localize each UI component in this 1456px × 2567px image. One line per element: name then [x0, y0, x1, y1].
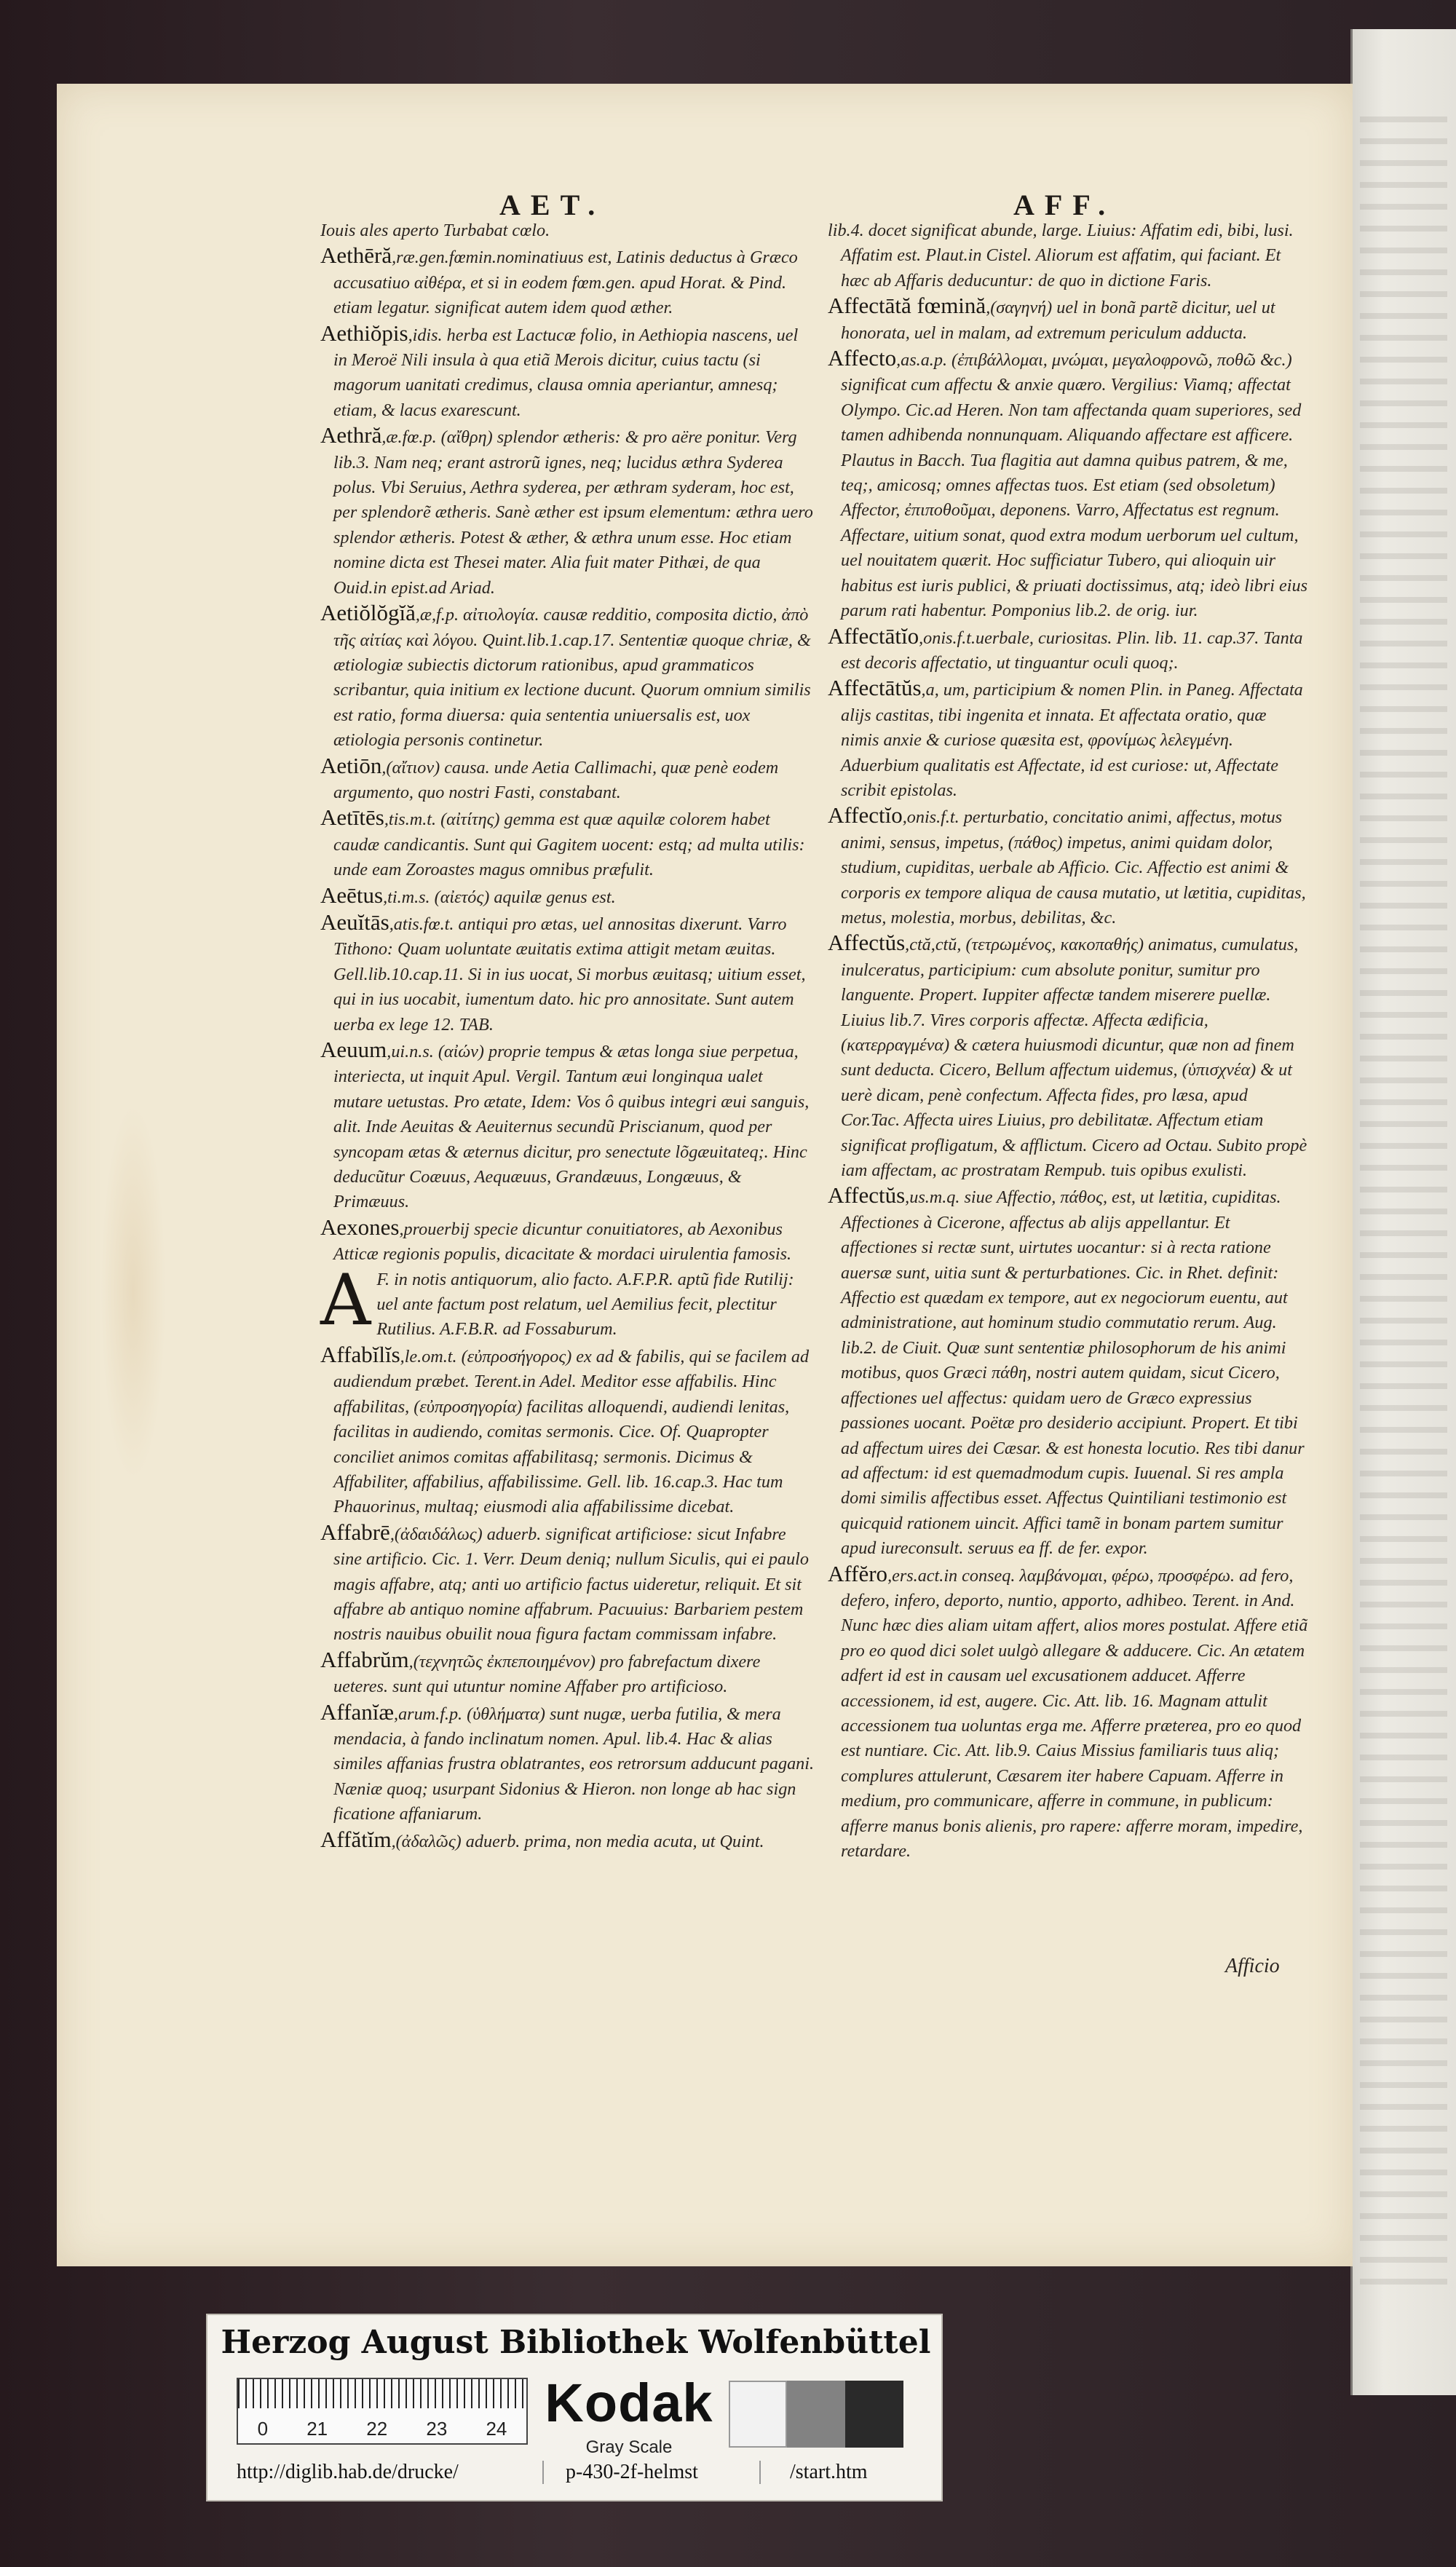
- gray-swatch-light: [729, 2381, 787, 2448]
- dictionary-entry: [320, 601, 815, 753]
- dictionary-entry: [320, 805, 815, 882]
- entry-headword: Aeuum: [320, 1037, 387, 1062]
- entry-text: ,(σαγηνή) uel in bonã partẽ dicitur, uel ut honorata, uel in malam, ad extremum periculum adducta.: [841, 298, 1275, 343]
- drop-cap-text: F. in notis antiquorum, alio facto. A.F.P.R. aptũ fide Rutilij: uel ante factum post relatum, uel Aemilius fecit, plectitur Rutilius. A.F.B.R. ad Fossaburum.: [376, 1269, 794, 1340]
- right-entries: [828, 218, 1308, 1864]
- entry-headword: Affabrē: [320, 1519, 390, 1545]
- bleed-through-text: [1360, 116, 1447, 2301]
- dictionary-entry: [828, 218, 1308, 293]
- gray-swatch-mid: [787, 2381, 845, 2448]
- dictionary-entry: [320, 321, 815, 424]
- entry-headword: Aexones: [320, 1214, 400, 1240]
- entry-text: ,(αἴτιον) causa. unde Aetia Callimachi, quæ penè eodem argumento, quo nostri Fasti, constabant.: [333, 757, 779, 802]
- entry-text: ,idis. herba est Lactucæ folio, in Aethiopia nascens, uel in Meroë Nili insula à qua etiã Merois dicitur, cuius tactu (si magorum uanitati credimus, clausa omnia aperiantur, amnesq; etiam, & lacus exarescunt.: [333, 325, 799, 420]
- dictionary-entry: [320, 1215, 815, 1267]
- entry-headword: Affectŭs: [828, 1182, 906, 1209]
- ruler-number: 0: [257, 2418, 269, 2440]
- dictionary-entry: [828, 1183, 1308, 1561]
- entry-headword: Affabrŭm: [320, 1646, 409, 1672]
- url-base: http://diglib.hab.de/drucke/: [237, 2461, 459, 2483]
- left-entries-continued: [320, 1342, 815, 1854]
- entry-headword: Aethēră: [320, 242, 392, 269]
- gray-swatch-dark: [845, 2381, 903, 2448]
- color-ruler: [237, 2378, 528, 2445]
- entry-headword: Affectŭs: [828, 930, 906, 956]
- dictionary-entry: [828, 624, 1308, 676]
- dictionary-entry: [320, 1342, 815, 1520]
- entry-text: ,us.m.q. siue Affectio, πάθος, est, ut lætitia, cupiditas. Affectiones à Cicerone, affectus ab alijs appellantur. Et affectiones si rectæ sunt, uirtutes uocantur: si à recta ratione auersæ sunt, uitia sunt & perturbationes. Cic. in Rhet. definit: Affectio est quædam ex tempore, aut ex negociorum euentu, aut administratione, aut hominum studio commutatio rerum. Aug. lib.2. de Ciuit. Quæ sunt sententiæ philosophorum de his animi motibus, quos Græci πάθη, nostri autem quidam, sicut Cicero, affectiones uel affectus: quidam uero de Græco expressius passiones uocant. Poëtæ pro desiderio accipiunt. Propert. Et tibi ad affectum uires dei Cæsar. & est honesta locutio. Res tibi danur ad affectum: id est quemadmodum cupis. Iuuenal. Si res ampla domi similis affectibus esset. Affectus Quintiliani testimonio est quicquid rationem uincit. Affici tamẽ in bonam partem sumitur apud iureconsult. seruus ea ff. de fer. expor.: [841, 1187, 1305, 1559]
- gray-scale-label: Gray Scale: [585, 2437, 673, 2457]
- entry-text: ,(ἀδαλῶς) aduerb. prima, non media acuta, ut Quint.: [391, 1831, 764, 1851]
- entry-text: ,ui.n.s. (αἰών) proprie tempus & ætas longa siue perpetua, interiecta, ut inquit Apul. Vergil. Tantum æui longinqua ualet mutare uetustas. Pro ætate, Idem: Vos ô quibus integri æui sanguis, alit. Inde Aeuitas & Aeuiternus secundũ Priscianum, quod per syncopam ætas & æternus dicitur, pro senectute lõgæuitateq;. Hinc deducũtur Coæuus, Aequæuus, Grandæuus, Longæuus, & Primæuus.: [333, 1042, 810, 1212]
- url-shelfmark: p-430-2f-helmst: [542, 2461, 761, 2484]
- ruler-number: 23: [426, 2418, 448, 2440]
- drop-cap-entry: [320, 1259, 815, 1342]
- entry-text: ,ctă,ctŭ, (τετρωμένος, κακοπαθής) animatus, cumulatus, inulceratus, participium: cum absolute ponitur, sumitur pro languente. Propert. Iuppiter affectæ tandem miserere puellæ. Liuius lib.7. Vires corporis affectæ. Affecta ædificia, (κατερραγμένα) & cætera huiusmodi dicuntur, quæ non ad finem sunt deducta. Cicero, Bellum affectum uidemus, (ὑπισχνέα) & ut uerè dicam, penè confectum. Affecta fides, pro læsa, apud Cor.Tac. Affecta uires Liuius, pro debilitatæ. Affectum etiam significat profligatum, & afflictum. Cicero ad Octau. Subito propè iam affectam, ac prostratam Rempub. tuis opibus exulisti.: [841, 935, 1307, 1181]
- entry-text: ,onis.f.t. perturbatio, concitatio animi, affectus, motus animi, sensus, impetus, (πάθος) impetus, animi quidam dolor, studium, cupiditas, uerbale ab Afficio. Cic. Affectio est animi & corporis ex tempore aliqua de causa mutatio, ut lætitia, cupiditas, metus, molestia, morbus, debilitas, &c.: [841, 807, 1306, 927]
- entry-headword: Aeētus: [320, 882, 384, 908]
- entry-text: ,(τεχνητῶς ἐκπεποιημένον) pro fabrefactum dixere ueteres. sunt qui utuntur nomine Affaber pro artificioso.: [333, 1651, 761, 1697]
- entry-text: ,æ,f.p. αἰτιολογία. causæ redditio, composita dictio, ἀπὸ τῆς αἰτίας καὶ λόγου. Quint.lib.1.cap.17. Sententiæ quoque chriæ, & ætiologiæ subiectis dictorum rationibus, apud grammaticos scribantur, quia initium ex lectione ducunt. Quorum omnium similis est ratio, forma diuersa: quia sententia uniuersalis est, uox ætiologia personis continetur.: [333, 605, 811, 751]
- entry-headword: Aethiŏpis: [320, 320, 408, 346]
- entry-text: ,ers.act.in conseq. λαμβάνομαι, φέρω, προσφέρω. ad fero, defero, infero, deporto, nuntio, apporto, adhibeo. Terent. in And. Nunc hæc dies aliam uitam affert, alios mores postulat. Affere etiã pro eo quod dici solet uulgò allegare & adducere. Cic. An ætatem adfert id est in causam uel excusationem adducet. Afferre accessionem, id est, augere. Cic. Att. lib. 16. Magnam attulit accessionem tua uoluntas erga me. Afferre præterea, pro eo quod est nuntiare. Cic. Att. lib.9. Caius Missius familiaris tuus aliq; complures attulerunt, Cæsarem iter habere Capuam. Afferre in medium, pro communicare, afferre in commune, in publicum: afferre manus bonis alienis, pro rapere: afferre moram, impedire, retardare.: [841, 1565, 1308, 1861]
- right-column: [828, 218, 1308, 1864]
- entry-headword: Aeuĭtās: [320, 909, 389, 935]
- kodak-logo: Kodak: [545, 2373, 713, 2433]
- dictionary-entry: [320, 1648, 815, 1700]
- left-entries: [320, 218, 815, 1267]
- ruler-numbers: [238, 2418, 526, 2440]
- entry-text: ,tis.m.t. (αἰτίτης) gemma est quæ aquilæ colorem habet caudæ candicantis. Sunt qui Gagitem uocent: estq; ad multa utilis: unde eam Zoroastes magus omnibus præfulit.: [333, 810, 805, 880]
- entry-text: lib.4. docet significat abunde, large. Liuius: Affatim edi, bibi, lusi. Affatim est. Plaut.in Cistel. Aliorum est affatim, qui faciant. Et hæc ab Affaris deducuntur: de quo in dictione Faris.: [828, 221, 1294, 290]
- dictionary-entry: [828, 930, 1308, 1183]
- entry-headword: Affectātĭo: [828, 622, 919, 649]
- entry-text: ,as.a.p. (ἐπιβάλλομαι, μνώμαι, μεγαλοφρονῶ, ποθῶ &c.) significat cum affectu & anxie quæro. Vergilius: Viamq; affectat Olympo. Cic.ad Heren. Non tam affectanda quam superiores, sed tamen adhibenda nonnunquam. Aliquando affectare est afficere. Plautus in Bacch. Tua flagitia aut damna quibus patrem, & me, teq;, amicosq; omnes affectas tuos. Est etiam (sed obsoletum) Affector, ἐπιποθοῦμαι, deponens. Varro, Affectatus est regnum. Affectare, uitium sonat, quod extra modum uerborum uel cultum, uel nouitatem quærit. Hoc sufficiatur Tubero, qui alioquin uir habitus est iuris publici, & priuati doctissimus, atq; ideò libri eius parum rati habentur. Pomponius lib.2. de orig. iur.: [841, 350, 1307, 621]
- entry-headword: Affectātŭs: [828, 675, 922, 701]
- dictionary-entry: [320, 1700, 815, 1827]
- entry-headword: Aetītēs: [320, 804, 384, 831]
- dictionary-entry: [320, 883, 815, 910]
- left-column: [320, 218, 815, 1854]
- next-page-edge: [1350, 29, 1456, 2395]
- entry-text: ,prouerbij specie dicuntur conuitiatores, ab Aexonibus Atticæ regionis populis, dicacitate & mordaci uirulentia famosis.: [333, 1219, 792, 1265]
- entry-headword: Affabĭlĭs: [320, 1341, 400, 1367]
- library-name: Herzog August Bibliothek Wolfenbüttel: [221, 2324, 931, 2361]
- entry-headword: Aethră: [320, 422, 382, 448]
- entry-text: ,æ.fœ.p. (αἴθρη) splendor ætheris: & pro aëre ponitur. Verg lib.3. Nam neq; erant astrorũ ignes, neq; lucidus æthra Syderea polus. Vbi Seruius, Aethra syderea, per æthram syderam, hoc est, per splendorẽ ætheris. Sanè æther est ipsum elementum: æthra uero splendor ætheris. Potest & æther, & æthra unum esse. Hoc etiam nomine dicta est Thesei mater. Alia fuit mater Pithæi, de qua Ouid.in epist.ad Ariad.: [333, 427, 813, 598]
- entry-headword: Aetiŏlŏgĭă: [320, 600, 416, 626]
- url-suffix: /start.htm: [790, 2461, 868, 2483]
- paper-stain: [100, 1103, 166, 1482]
- entry-headword: Affătĭm: [320, 1826, 392, 1852]
- source-url: [237, 2461, 921, 2484]
- entry-text: ,a, um, participium & nomen Plin. in Paneg. Affectata alijs castitas, tibi ingenita et innata. Et affectata oratio, quæ nimis anxie & curiose quæsita est, φρονίμως λελεγμένη. Aduerbium qualitatis est Affectate, id est curiose: ut, Affectate scribit epistolas.: [841, 680, 1303, 800]
- dictionary-entry: [828, 803, 1308, 930]
- entry-text: ,onis.f.t.uerbale, curiositas. Plin. lib. 11. cap.37. Tanta est decoris affectatio, ut tinguantur oculi quoq;.: [841, 628, 1303, 673]
- entry-headword: Affectĭo: [828, 802, 903, 828]
- dictionary-entry: [320, 1520, 815, 1648]
- dictionary-entry: [320, 218, 815, 243]
- ruler-number: 24: [486, 2418, 507, 2440]
- entry-text: Iouis ales aperto Turbabat cœlo.: [320, 221, 550, 240]
- dictionary-entry: [320, 423, 815, 601]
- entry-headword: Affĕro: [828, 1560, 888, 1586]
- dictionary-entry: [828, 676, 1308, 803]
- entry-text: ,arum.f.p. (ὑθλήματα) sunt nugæ, uerba futilia, & mera mendacia, à fando inclinatum nomen. Apul. lib.4. Hac & alias similes affanias frustra oblatrantes, eos retrorsum adducunt pagani. Næniæ quoq; usurpant Sidonius & Hieron. non longe ab hac sign ficatione affaniarum.: [333, 1704, 815, 1824]
- entry-text: ,(ἀδαιδάλως) aduerb. significat artificiose: sicut Infabre sine artificio. Cic. 1. Verr. Deum deniq; nullum Siculis, qui ei paulo magis affabre, atq; anti uo artificio factus uideretur, reliquit. Et sit affabre ab antiquo nomine affabrum. Pacuuius: Barbariem pestem nostris nauibus obuilit noua figura factam commissam infabre.: [333, 1524, 810, 1645]
- entry-text: ,ræ.gen.fœmin.nominatiuus est, Latinis deductus à Græco accusatiuo αἰθέρα, et si in eodem fœm.gen. apud Horat. & Pind. etiam legatur. significat autem idem quod æther.: [333, 248, 798, 318]
- entry-headword: Affecto: [828, 345, 897, 371]
- running-header-left: AET.: [499, 189, 606, 221]
- catchword: Afficio: [1225, 1955, 1280, 1977]
- entry-headword: Affanĭæ: [320, 1698, 395, 1725]
- dictionary-entry: [828, 293, 1308, 346]
- dictionary-entry: [320, 1827, 815, 1854]
- entry-headword: Aetiōn: [320, 752, 382, 778]
- kodak-gray-scale: [542, 2373, 935, 2457]
- ruler-number: 22: [366, 2418, 388, 2440]
- running-header-right: AFF.: [1013, 189, 1116, 221]
- dictionary-entry: [320, 1037, 815, 1215]
- dictionary-entry: [320, 754, 815, 806]
- ruler-ticks: [238, 2379, 526, 2408]
- dictionary-entry: [320, 910, 815, 1037]
- entry-headword: Affectātă fœmină: [828, 293, 986, 319]
- entry-text: ,le.om.t. (εὐπροσήγορος) ex ad & fabilis, qui se facilem ad audiendum præbet. Terent.in Adel. Meditor esse affabilis. Hinc affabilitas, (εὐπροσηγορία) facilitas alloquendi, audiendi lenitas, facilitas in audiendo, comitas sermonis. Cice. Of. Quapropter conciliet animos comitas affabilitasq; sermonis. Dicimus & Affabiliter, affabilius, affabilissime. Gell. lib. 16.cap.3. Hac tum Phauorinus, multaq; eiusmodi alia affabilissime dicebat.: [333, 1346, 810, 1517]
- entry-text: ,atis.fœ.t. antiqui pro ætas, uel annositas dixerunt. Varro Tithono: Quam uoluntate æuitatis extima attigit metam æuitas. Gell.lib.10.cap.11. Si in ius uocat, Si morbus æuitasq; uitium esset, qui in ius uocabit, iumentum dato. hic pro annositate. Sunt autem uerba ex lege 12. TAB.: [333, 914, 806, 1035]
- dictionary-entry: [320, 243, 815, 320]
- drop-cap-letter: A: [320, 1259, 371, 1341]
- dictionary-entry: [828, 346, 1308, 623]
- library-label-strip: [206, 2314, 943, 2501]
- dictionary-entry: [828, 1562, 1308, 1864]
- ruler-number: 21: [306, 2418, 328, 2440]
- entry-text: ,ti.m.s. (αἰετός) aquilæ genus est.: [383, 887, 616, 907]
